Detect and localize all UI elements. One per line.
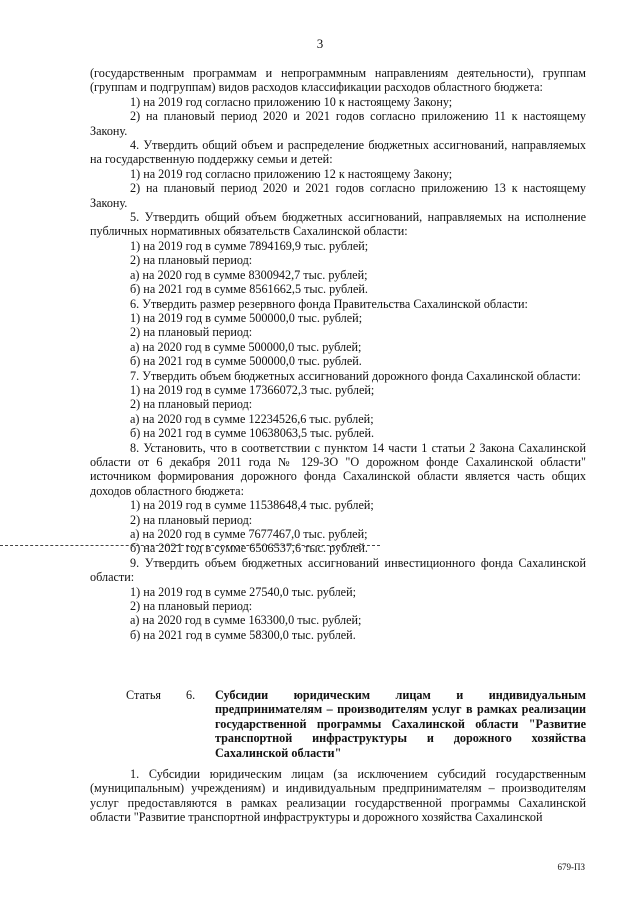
paragraph: 7. Утвердить объем бюджетных ассигнований дорожного фонда Сахалинской области: (130, 368, 581, 383)
paragraph: 1) на 2019 год в сумме 7894169,9 тыс. рублей; (130, 238, 369, 253)
paragraph: 4. Утвердить общий объем и распределение бюджетных ассигнований, направляемых на государственную поддержку семьи и детей: (90, 138, 586, 167)
paragraph: а) на 2020 год в сумме 163300,0 тыс. рублей; (130, 613, 362, 628)
paragraph: 2) на плановый период 2020 и 2021 годов согласно приложению 11 к настоящему Закону. (90, 109, 586, 138)
paragraph: б) на 2021 год в сумме 58300,0 тыс. рублей. (130, 627, 356, 642)
paragraph: 8. Установить, что в соответствии с пунктом 14 части 1 статьи 2 Закона Сахалинской области от 6 декабря 2011 года № 129-ЗО "О дорожном фонде Сахалинской области" источником формирования дорожного фонда Сахалинской области является часть общих доходов областного бюджета: (90, 440, 586, 498)
paragraph: (государственным программам и непрограммным направлениям деятельности), группам (группам и подгруппам) видов расходов классификации расходов областного бюджета: (90, 66, 586, 95)
document-id: 679-ПЗ (557, 862, 585, 872)
paragraph: 2) на плановый период: (130, 512, 253, 527)
paragraph: 1) на 2019 год согласно приложению 10 к настоящему Закону; (130, 94, 453, 109)
article-title: Субсидии юридическим лицам и индивидуальным предпринимателям – производителям услуг в рамках реализации государственной программы Сахалинской области "Развитие транспортной инфраструктуры и дорожного хозяйства Сахалинской области" (215, 688, 586, 760)
paragraph: а) на 2020 год в сумме 7677467,0 тыс. рублей; (130, 527, 368, 541)
paragraph: 9. Утвердить объем бюджетных ассигнований инвестиционного фонда Сахалинской области: (90, 555, 586, 585)
paragraph: 1) на 2019 год согласно приложению 12 к настоящему Закону; (130, 166, 453, 181)
paragraph: б) на 2021 год в сумме 6506537,6 тыс. рублей. (130, 541, 368, 556)
paragraph: а) на 2020 год в сумме 8300942,7 тыс. рублей; (130, 267, 368, 282)
article-label (126, 688, 206, 702)
scan-artifact-line (0, 545, 380, 546)
paragraph: 1) на 2019 год в сумме 27540,0 тыс. рублей; (130, 584, 356, 599)
article-number: 6. (186, 688, 196, 702)
paragraph: 2) на плановый период: (130, 397, 253, 412)
page-number: 3 (316, 36, 324, 51)
paragraph: 5. Утвердить общий объем бюджетных ассигнований, направляемых на исполнение публичных нормативных обязательств Сахалинской области: (90, 210, 586, 239)
paragraph: 1) на 2019 год в сумме 11538648,4 тыс. рублей; (130, 498, 374, 513)
paragraph: 1. Субсидии юридическим лицам (за исключением субсидий государственным (муниципальным) учреждениям) и индивидуальным предпринимателям – производителям услуг предоставляются в рамках реализации государственной программы Сахалинской области "Развитие транспортной инфраструктуры и дорожного хозяйства Сахалинской (90, 767, 586, 825)
paragraph: 2) на плановый период: (130, 599, 253, 614)
paragraph: 2) на плановый период 2020 и 2021 годов согласно приложению 13 к настоящему Закону. (90, 181, 586, 210)
article-word: Статья (126, 688, 162, 702)
paragraph: б) на 2021 год в сумме 500000,0 тыс. рублей. (130, 354, 362, 369)
paragraph: 1) на 2019 год в сумме 500000,0 тыс. рублей; (130, 310, 363, 325)
paragraph: 1) на 2019 год в сумме 17366072,3 тыс. рублей; (130, 382, 375, 397)
paragraph: 2) на плановый период: (130, 253, 253, 268)
paragraph: 6. Утвердить размер резервного фонда Правительства Сахалинской области: (130, 296, 528, 311)
paragraph: а) на 2020 год в сумме 500000,0 тыс. рублей; (130, 339, 362, 354)
article-body (90, 767, 586, 825)
paragraph: б) на 2021 год в сумме 8561662,5 тыс. рублей. (130, 282, 368, 297)
paragraph: 2) на плановый период: (130, 325, 253, 340)
paragraph: б) на 2021 год в сумме 10638063,5 тыс. рублей. (130, 426, 375, 441)
law-text (90, 66, 586, 642)
paragraph: а) на 2020 год в сумме 12234526,6 тыс. рублей; (130, 411, 374, 426)
